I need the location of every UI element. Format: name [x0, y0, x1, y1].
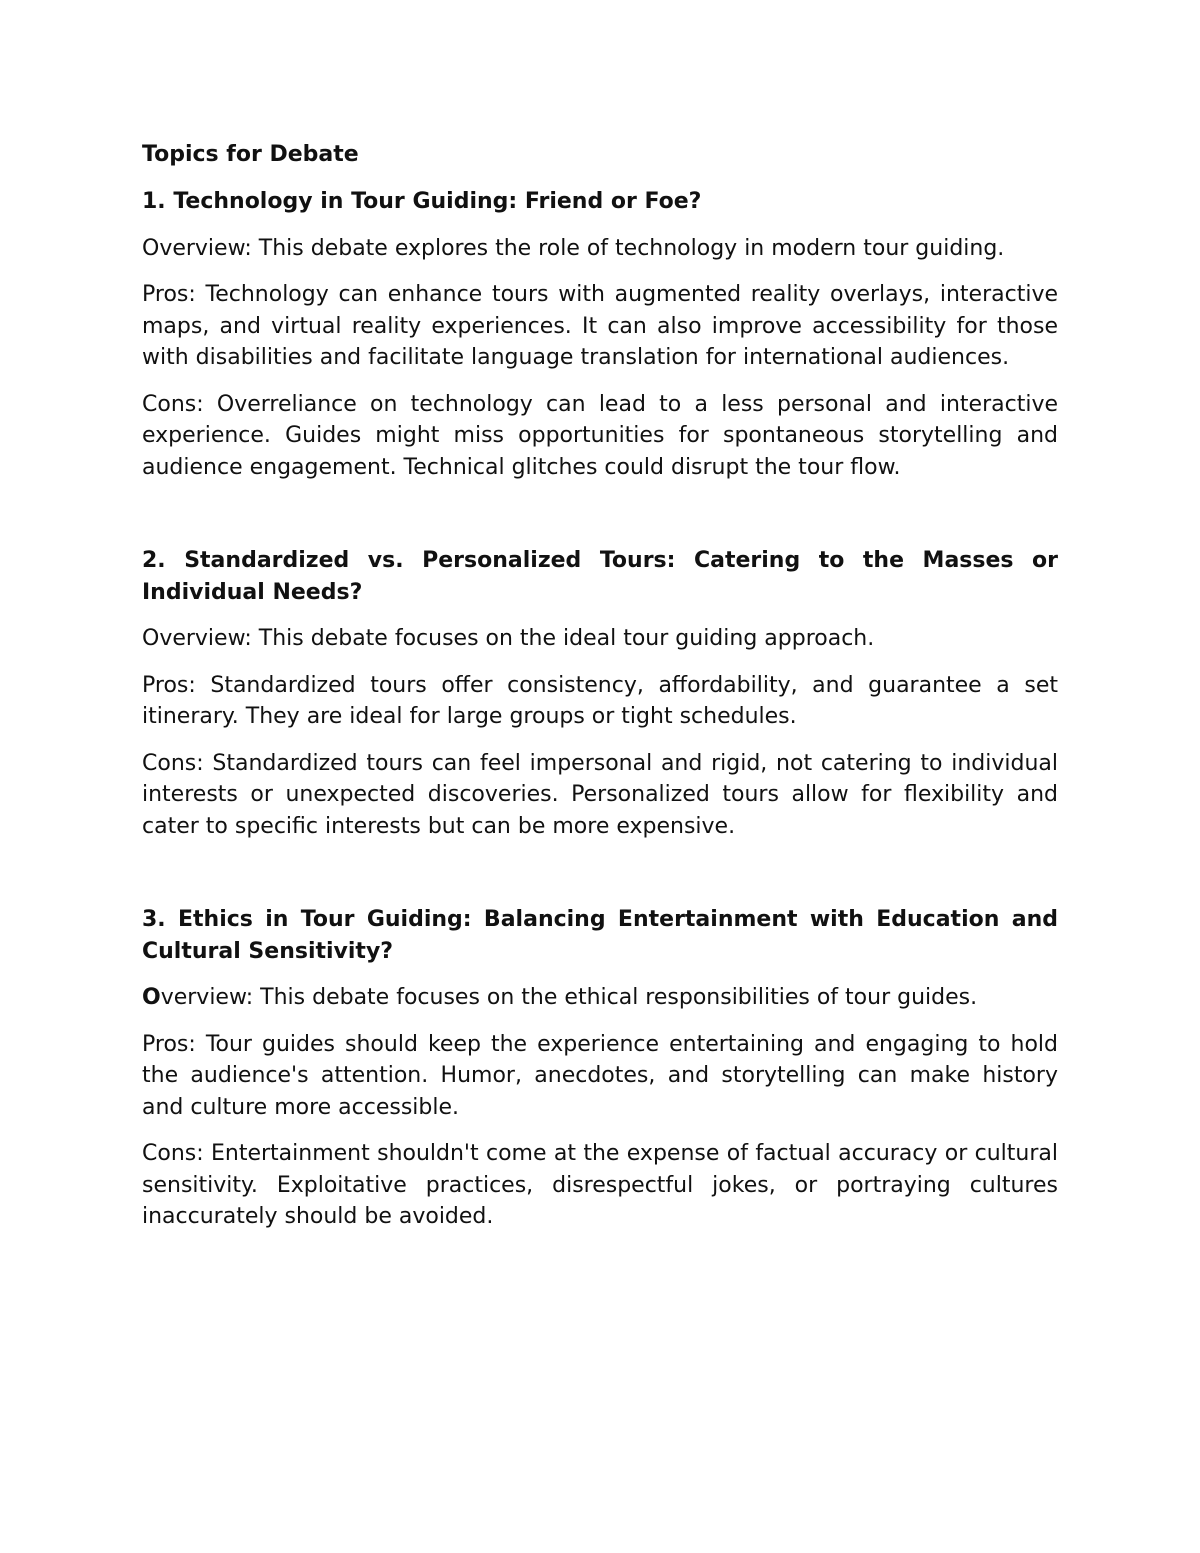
document-page [142, 138, 1058, 1248]
topic-2-heading: 2. Standardized vs. Personalized Tours: Catering to the Masses or Individual Needs? [142, 548, 1058, 605]
topic-2-pros: Pros: Standardized tours offer consistency, affordability, and guarantee a set itinerary. They are ideal for large groups or tight schedules. [142, 672, 1058, 729]
topic-1 [142, 186, 1058, 483]
topic-3-pros: Pros: Tour guides should keep the experience entertaining and engaging to hold the audience's attention. Humor, anecdotes, and storytelling can make history and culture more accessible. [142, 1031, 1058, 1120]
topic-1-heading: 1. Technology in Tour Guiding: Friend or Foe? [142, 189, 702, 214]
topic-3-overview [142, 982, 1058, 1014]
topic-1-pros: Pros: Technology can enhance tours with augmented reality overlays, interactive maps, and virtual reality experiences. It can also improve accessibility for those with disabilities and facilitate language translation for international audiences. [142, 282, 1058, 370]
topic-2 [142, 545, 1058, 842]
topic-3 [142, 904, 1058, 1233]
topic-1-cons: Cons: Overreliance on technology can lead to a less personal and interactive experience. Guides might miss opportunities for spontaneous storytelling and audience engagement. Technical glitches could disrupt the tour flow. [142, 391, 1058, 480]
section-spacer [142, 857, 1058, 904]
topic-2-cons: Cons: Standardized tours can feel impersonal and rigid, not catering to individual interests or unexpected discoveries. Personalized tours allow for flexibility and cater to specific interests but can be more expensive. [142, 750, 1058, 839]
topic-3-overview-text: verview: This debate focuses on the ethical responsibilities of tour guides. [160, 985, 978, 1010]
section-spacer [142, 498, 1058, 545]
topic-1-overview: Overview: This debate explores the role of technology in modern tour guiding. [142, 235, 1005, 261]
topic-2-overview: Overview: This debate focuses on the ideal tour guiding approach. [142, 626, 875, 651]
topic-3-overview-initial: O [142, 985, 161, 1010]
document-title: Topics for Debate [142, 142, 359, 167]
topic-3-heading: 3. Ethics in Tour Guiding: Balancing Entertainment with Education and Cultural Sensitivity? [142, 907, 1058, 964]
topic-3-cons: Cons: Entertainment shouldn't come at the expense of factual accuracy or cultural sensitivity. Exploitative practices, disrespectful jokes, or portraying cultures inaccurately should be avoided. [142, 1141, 1058, 1229]
